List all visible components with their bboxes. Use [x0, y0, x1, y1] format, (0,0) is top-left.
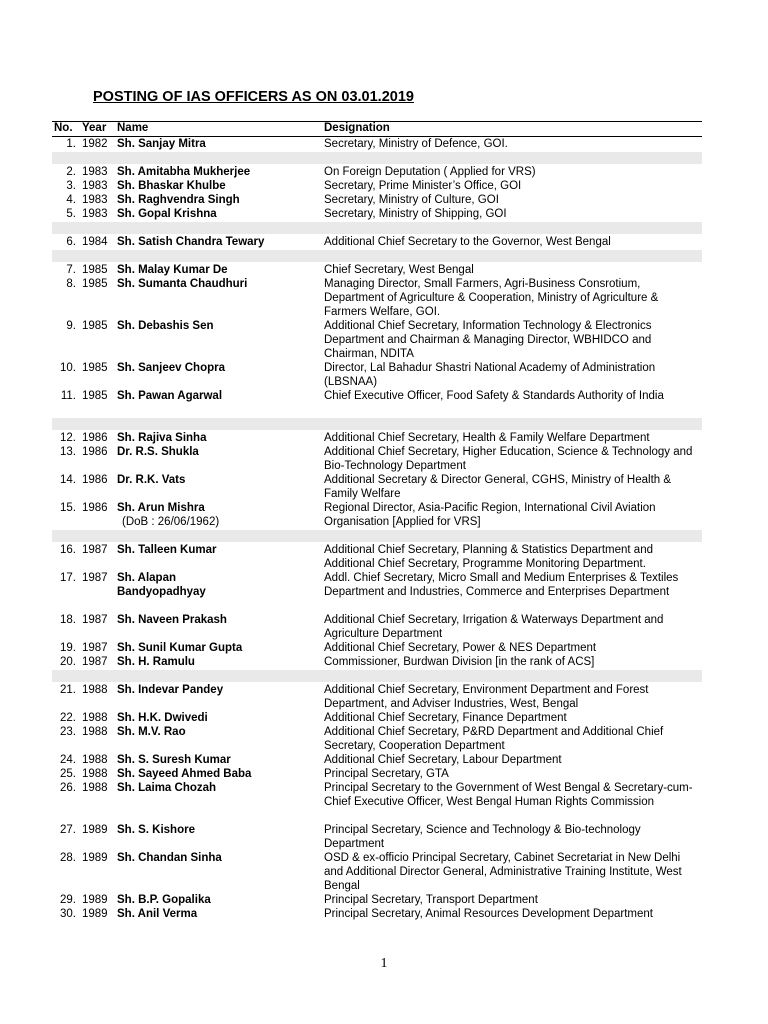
row-year: 1988 — [82, 754, 108, 766]
row-number: 30. — [60, 908, 76, 920]
row-year: 1988 — [82, 768, 108, 780]
row-year: 1982 — [82, 138, 108, 150]
officer-name: Sh. M.V. Rao — [117, 726, 186, 738]
row-number: 3. — [66, 180, 76, 192]
row-number: 11. — [60, 390, 76, 402]
officer-designation: Secretary, Ministry of Culture, GOI — [324, 194, 499, 206]
row-year: 1986 — [82, 502, 108, 514]
row-number: 12. — [60, 432, 76, 444]
row-number: 9. — [66, 320, 76, 332]
officer-designation: Additional Chief Secretary to the Governor, West Bengal — [324, 236, 611, 248]
officer-designation: Additional Chief Secretary, Planning & Statistics Department and Additional Chief Secretary, Programme Monitoring Department. — [324, 544, 653, 570]
officer-dob: (DoB : 26/06/1962) — [122, 516, 220, 528]
officer-name: Sh. Satish Chandra Tewary — [117, 236, 265, 248]
row-year: 1986 — [82, 474, 108, 486]
row-number: 20. — [60, 656, 76, 668]
group-separator — [52, 418, 702, 430]
row-year: 1984 — [82, 236, 108, 248]
officer-name: Sh. S. Kishore — [117, 824, 195, 836]
officer-name: Sh. B.P. Gopalika — [117, 894, 211, 906]
officer-designation: Principal Secretary, GTA — [324, 768, 449, 780]
header-top-rule — [52, 121, 702, 122]
row-number: 19. — [60, 642, 76, 654]
officer-designation: Principal Secretary, Animal Resources Development Department — [324, 908, 653, 920]
row-number: 7. — [66, 264, 76, 276]
officer-designation: Managing Director, Small Farmers, Agri-Business Consrotium, Department of Agriculture & Cooperation, Ministry of Agriculture & Farmers Welfare, GOI. — [324, 278, 659, 318]
officer-designation: On Foreign Deputation ( Applied for VRS) — [324, 166, 536, 178]
officer-name: Sh. Anil Verma — [117, 908, 198, 920]
officer-name: Sh. Pawan Agarwal — [117, 390, 223, 402]
group-separator — [52, 530, 702, 542]
officer-name: Sh. Amitabha Mukherjee — [117, 166, 251, 178]
row-year: 1983 — [82, 180, 108, 192]
officer-designation: Additional Chief Secretary, Irrigation & Waterways Department and Agriculture Department — [324, 614, 664, 640]
row-number: 5. — [66, 208, 76, 220]
row-number: 22. — [60, 712, 76, 724]
officer-designation: Additional Chief Secretary, Information Technology & Electronics Department and Chairman & Managing Director, WBHIDCO and Chairman, NDITA — [324, 320, 652, 360]
row-number: 29. — [60, 894, 76, 906]
row-year: 1983 — [82, 208, 108, 220]
officer-designation: Chief Secretary, West Bengal — [324, 264, 474, 276]
officer-name: Sh. H. Ramulu — [117, 656, 195, 668]
row-year: 1989 — [82, 824, 108, 836]
row-year: 1986 — [82, 432, 108, 444]
row-year: 1988 — [82, 782, 108, 794]
row-number: 14. — [60, 474, 76, 486]
row-year: 1987 — [82, 572, 108, 584]
officer-name: Sh. Sanjay Mitra — [117, 138, 206, 150]
officer-name: Sh. Sayeed Ahmed Baba — [117, 768, 252, 780]
officer-name: Sh. Bhaskar Khulbe — [117, 180, 226, 192]
officer-name: Sh. Sunil Kumar Gupta — [117, 642, 243, 654]
row-number: 25. — [60, 768, 76, 780]
officer-name: Sh. Talleen Kumar — [117, 544, 217, 556]
officer-designation: Secretary, Prime Minister’s Office, GOI — [324, 180, 522, 192]
row-year: 1983 — [82, 194, 108, 206]
row-number: 13. — [60, 446, 76, 458]
officer-name: Sh. Gopal Krishna — [117, 208, 217, 220]
officer-designation: OSD & ex-officio Principal Secretary, Cabinet Secretariat in New Delhi and Additional Director General, Administrative Training Institute, West Bengal — [324, 852, 682, 892]
row-year: 1985 — [82, 264, 108, 276]
officer-name: Sh. Malay Kumar De — [117, 264, 228, 276]
officer-designation: Additional Chief Secretary, Higher Education, Science & Technology and Bio-Technology Department — [324, 446, 693, 472]
officer-designation: Chief Executive Officer, Food Safety & Standards Authority of India — [324, 390, 664, 402]
row-year: 1989 — [82, 908, 108, 920]
row-number: 21. — [60, 684, 76, 696]
row-number: 16. — [60, 544, 76, 556]
row-number: 18. — [60, 614, 76, 626]
officer-name: Sh. Raghvendra Singh — [117, 194, 240, 206]
officer-designation: Additional Chief Secretary, Health & Family Welfare Department — [324, 432, 650, 444]
page-number: 1 — [380, 956, 388, 971]
officer-designation: Additional Chief Secretary, P&RD Department and Additional Chief Secretary, Cooperation Department — [324, 726, 664, 752]
row-year: 1985 — [82, 362, 108, 374]
page-title: POSTING OF IAS OFFICERS AS ON 03.01.2019 — [93, 89, 414, 105]
officer-name: Sh. H.K. Dwivedi — [117, 712, 208, 724]
column-header-name: Name — [117, 122, 149, 134]
officer-name: Dr. R.K. Vats — [117, 474, 186, 486]
row-year: 1987 — [82, 642, 108, 654]
officer-name: Sh. Sumanta Chaudhuri — [117, 278, 248, 290]
row-year: 1988 — [82, 684, 108, 696]
row-year: 1985 — [82, 390, 108, 402]
officer-name: Sh. Sanjeev Chopra — [117, 362, 226, 374]
row-number: 28. — [60, 852, 76, 864]
officer-name: Sh. Alapan Bandyopadhyay — [117, 572, 206, 598]
officer-designation: Additional Chief Secretary, Power & NES Department — [324, 642, 597, 654]
column-header-designation: Designation — [324, 122, 390, 134]
column-header-no: No. — [54, 122, 73, 134]
group-separator — [52, 670, 702, 682]
officer-name: Sh. Chandan Sinha — [117, 852, 222, 864]
row-year: 1988 — [82, 712, 108, 724]
officer-designation: Principal Secretary to the Government of West Bengal & Secretary-cum-Chief Executive Officer, West Bengal Human Rights Commission — [324, 782, 693, 808]
row-year: 1985 — [82, 320, 108, 332]
row-number: 23. — [60, 726, 76, 738]
officer-name: Dr. R.S. Shukla — [117, 446, 199, 458]
officer-designation: Secretary, Ministry of Shipping, GOI — [324, 208, 507, 220]
row-number: 17. — [60, 572, 76, 584]
row-year: 1989 — [82, 894, 108, 906]
officer-designation: Principal Secretary, Science and Technology & Bio-technology Department — [324, 824, 641, 850]
row-year: 1988 — [82, 726, 108, 738]
row-number: 8. — [66, 278, 76, 290]
row-number: 27. — [60, 824, 76, 836]
row-number: 1. — [66, 138, 76, 150]
row-number: 2. — [66, 166, 76, 178]
row-year: 1986 — [82, 446, 108, 458]
row-number: 10. — [60, 362, 76, 374]
officer-designation: Addl. Chief Secretary, Micro Small and Medium Enterprises & Textiles Department and Industries, Commerce and Enterprises Department — [324, 572, 679, 598]
officer-designation: Director, Lal Bahadur Shastri National Academy of Administration (LBSNAA) — [324, 362, 656, 388]
officer-designation: Additional Chief Secretary, Environment Department and Forest Department, and Adviser Industries, West, Bengal — [324, 684, 649, 710]
row-number: 4. — [66, 194, 76, 206]
officer-designation: Additional Secretary & Director General, CGHS, Ministry of Health & Family Welfare — [324, 474, 672, 500]
row-number: 26. — [60, 782, 76, 794]
officer-name: Sh. Arun Mishra — [117, 502, 205, 514]
officer-designation: Principal Secretary, Transport Department — [324, 894, 538, 906]
row-number: 24. — [60, 754, 76, 766]
row-number: 15. — [60, 502, 76, 514]
officer-name: Sh. Rajiva Sinha — [117, 432, 207, 444]
officer-name: Sh. S. Suresh Kumar — [117, 754, 231, 766]
row-number: 6. — [66, 236, 76, 248]
officer-designation: Regional Director, Asia-Pacific Region, International Civil Aviation Organisation [Applied for VRS] — [324, 502, 656, 528]
group-separator — [52, 250, 702, 262]
officer-designation: Additional Chief Secretary, Finance Department — [324, 712, 567, 724]
officer-designation: Additional Chief Secretary, Labour Department — [324, 754, 562, 766]
row-year: 1987 — [82, 544, 108, 556]
officer-name: Sh. Naveen Prakash — [117, 614, 227, 626]
officer-name: Sh. Indevar Pandey — [117, 684, 224, 696]
group-separator — [52, 222, 702, 234]
group-separator — [52, 152, 702, 164]
row-year: 1989 — [82, 852, 108, 864]
officer-designation: Secretary, Ministry of Defence, GOI. — [324, 138, 508, 150]
row-year: 1987 — [82, 656, 108, 668]
officer-designation: Commissioner, Burdwan Division [in the rank of ACS] — [324, 656, 595, 668]
officer-name: Sh. Debashis Sen — [117, 320, 214, 332]
row-year: 1983 — [82, 166, 108, 178]
row-year: 1987 — [82, 614, 108, 626]
officer-name: Sh. Laima Chozah — [117, 782, 217, 794]
column-header-year: Year — [82, 122, 107, 134]
row-year: 1985 — [82, 278, 108, 290]
